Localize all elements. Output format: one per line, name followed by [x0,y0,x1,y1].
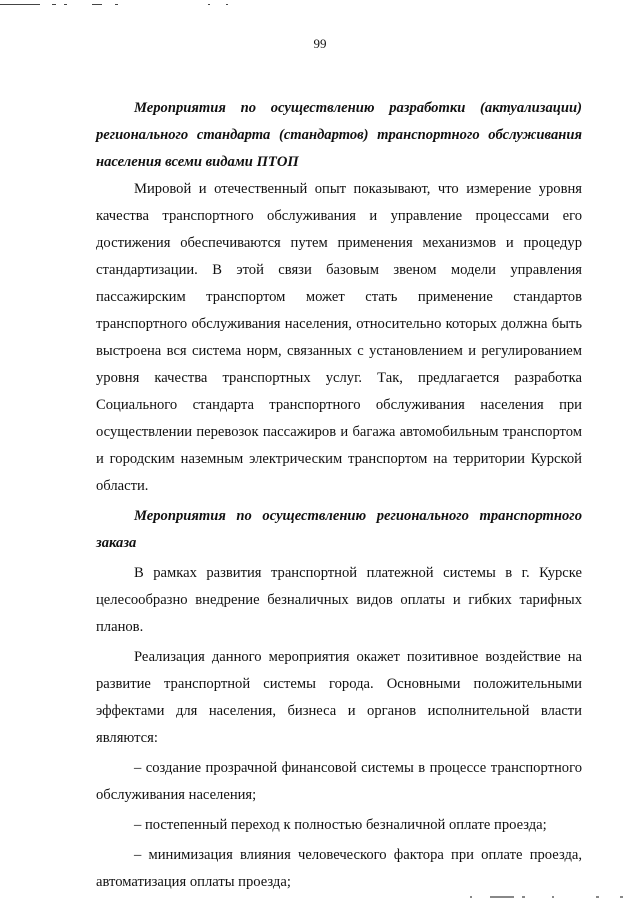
section-heading: Мероприятия по осуществлению разработки (актуализации) регионального стандарта (стандартов) транспортного обслуживания населения всеми видами ПТОП [96,100,582,170]
scan-artifact-top [0,4,640,7]
document-body [96,95,582,896]
paragraph: Реализация данного мероприятия окажет позитивное воздействие на развитие транспортной системы города. Основными положительными эффектами для населения, бизнеса и органов исполнительной власти являются: [96,649,582,746]
section-heading: Мероприятия по осуществлению регионального транспортного заказа [96,508,582,551]
list-item: – минимизация влияния человеческого фактора при оплате проезда, автоматизация оплаты проезда; [96,847,582,890]
page-number: 99 [313,36,327,51]
list-item: – создание прозрачной финансовой системы в процессе транспортного обслуживания населения; [96,760,582,803]
scan-artifact-bottom [470,896,630,899]
paragraph: В рамках развития транспортной платежной системы в г. Курске целесообразно внедрение безналичных видов оплаты и гибких тарифных планов. [96,565,582,635]
list-item: – постепенный переход к полностью безналичной оплате проезда; [134,817,547,833]
paragraph: Мировой и отечественный опыт показывают, что измерение уровня качества транспортного обслуживания и управление процессами его достижения обеспечиваются путем применения механизмов и процедур стандартизации. В этой связи базовым звеном модели управления пассажирским транспортом может стать применение стандартов транспортного обслуживания населения, относительно которых должна быть выстроена вся система норм, связанных с установлением и регулированием уровня качества транспортных услуг. Так, предлагается разработка Социального стандарта транспортного обслуживания населения при осуществлении перевозок пассажиров и багажа автомобильным транспортом и городским наземным электрическим транспортом на территории Курской области. [96,181,582,494]
